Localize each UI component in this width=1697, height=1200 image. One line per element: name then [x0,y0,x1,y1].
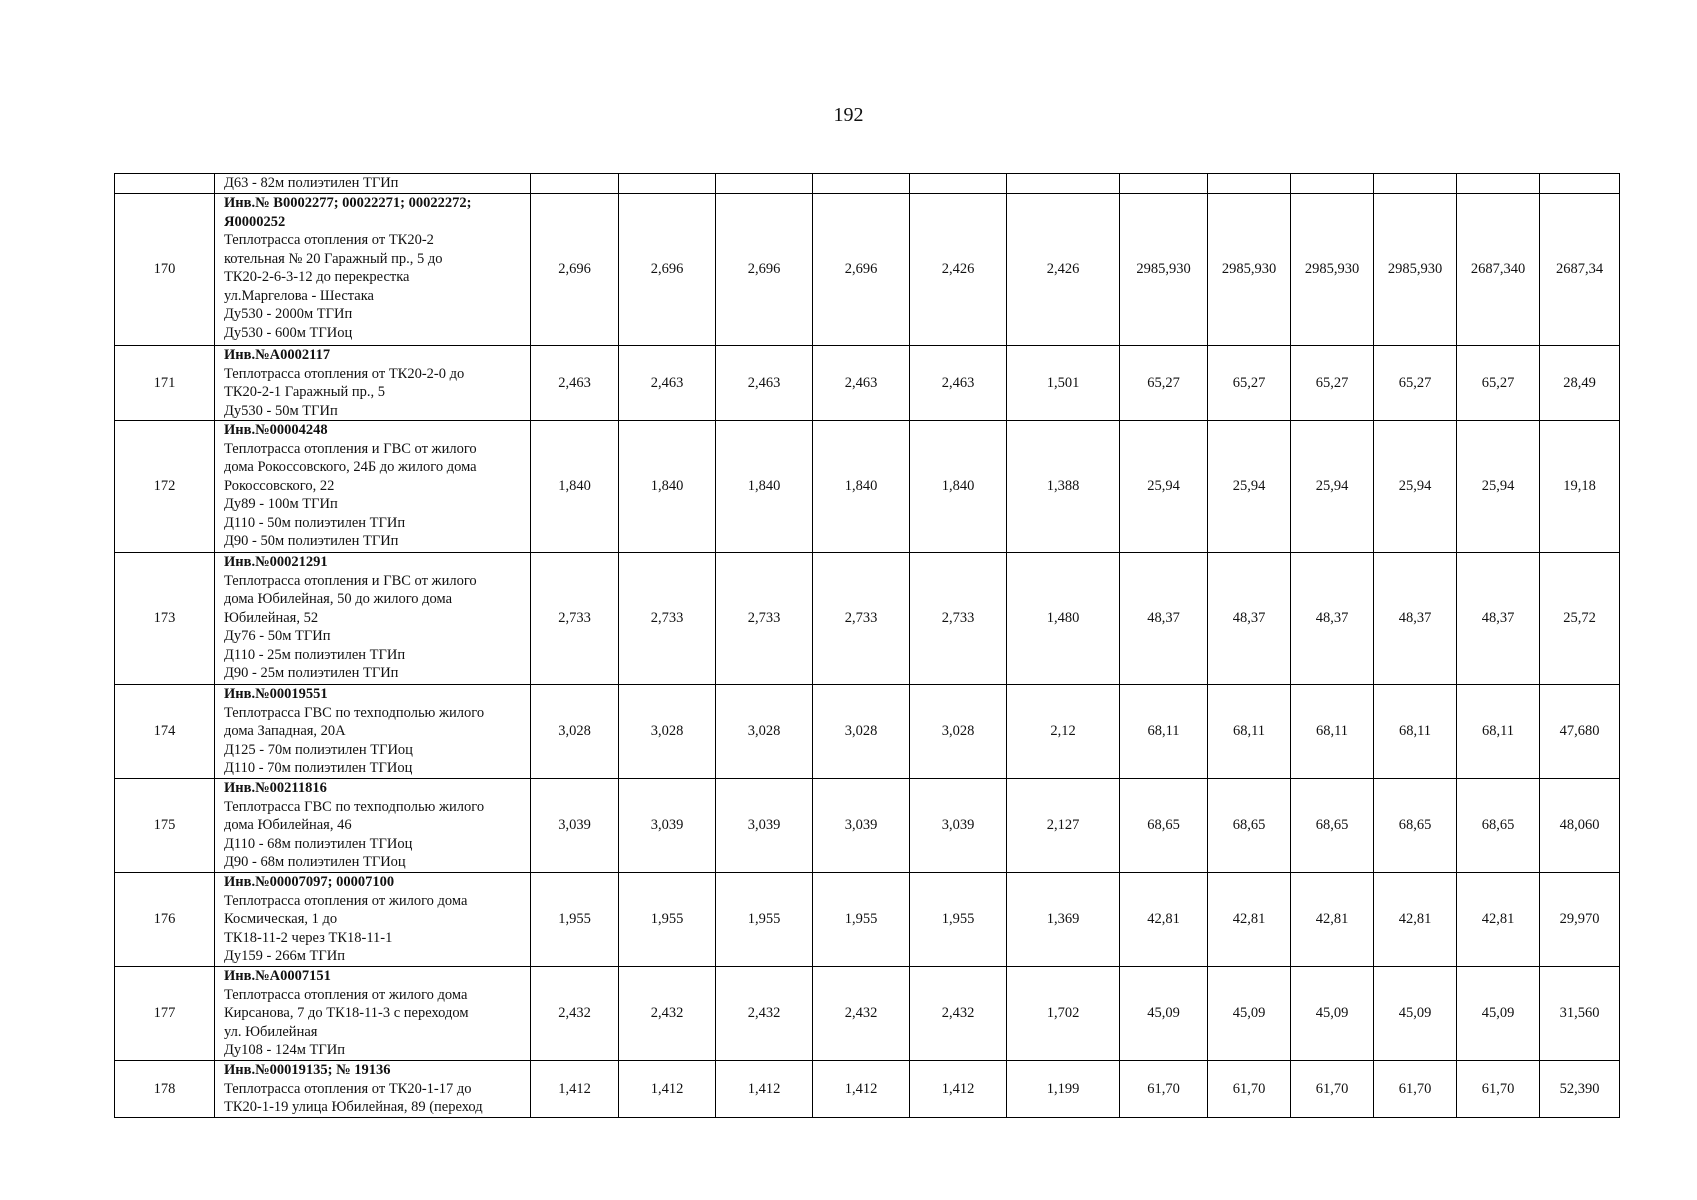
inventory-number: Инв.№А0007151 [224,968,331,984]
table-row [115,873,1620,967]
row-number-cell: 174 [115,685,215,779]
value-cell [1120,174,1208,194]
value-cell: 3,039 [813,779,910,873]
value-cell: 2,426 [910,194,1007,346]
description-line: ул. Юбилейная [224,1023,318,1040]
value-cell: 2,432 [619,967,716,1061]
value-cell: 1,840 [619,421,716,553]
inventory-number: Инв.№ В0002277; 00022271; 00022272; Я0000252 [224,195,472,230]
description-line: Ду159 - 266м ТГИп [224,948,345,964]
value-cell: 3,028 [813,685,910,779]
value-cell: 25,94 [1457,421,1540,553]
description-line: Теплотрасса ГВС по техподполью жилого [224,704,485,721]
value-cell: 2,12 [1007,685,1120,779]
value-cell: 2985,930 [1291,194,1374,346]
value-cell: 19,18 [1540,421,1620,553]
description-line: Теплотрасса отопления от ТК20-2-0 до [224,365,465,382]
description-line: Теплотрасса отопления и ГВС от жилого [224,440,477,457]
description-line: Теплотрасса отопления и ГВС от жилого [224,572,477,589]
value-cell: 3,028 [910,685,1007,779]
value-cell: 2,733 [910,553,1007,685]
table-row [115,967,1620,1061]
value-cell [1208,174,1291,194]
value-cell: 2985,930 [1374,194,1457,346]
value-cell: 65,27 [1208,346,1291,421]
description-cell [215,779,531,873]
value-cell: 3,028 [716,685,813,779]
value-cell: 68,11 [1120,685,1208,779]
value-cell: 68,65 [1208,779,1291,873]
table-row [115,174,1620,194]
value-cell: 25,94 [1208,421,1291,553]
value-cell: 45,09 [1120,967,1208,1061]
value-cell: 42,81 [1208,873,1291,967]
description-line: Д125 - 70м полиэтилен ТГИоц [224,741,413,758]
value-cell: 2,696 [531,194,619,346]
value-cell: 65,27 [1457,346,1540,421]
row-number-cell: 173 [115,553,215,685]
value-cell: 42,81 [1457,873,1540,967]
value-cell: 42,81 [1291,873,1374,967]
value-cell: 61,70 [1208,1061,1291,1118]
value-cell: 2,463 [716,346,813,421]
description-cell [215,553,531,685]
data-table [114,173,1620,1118]
row-number-cell: 177 [115,967,215,1061]
value-cell [1291,174,1374,194]
value-cell: 68,65 [1291,779,1374,873]
value-cell: 1,840 [531,421,619,553]
description-cell [215,1061,531,1118]
value-cell: 2,463 [813,346,910,421]
description-cell [215,873,531,967]
value-cell: 1,840 [716,421,813,553]
description-cell [215,685,531,779]
description-cell [215,421,531,553]
value-cell: 2,432 [910,967,1007,1061]
value-cell: 45,09 [1208,967,1291,1061]
description-line: Теплотрасса отопления от жилого дома [224,892,468,909]
value-cell: 2,432 [716,967,813,1061]
value-cell: 1,412 [813,1061,910,1118]
description-line: Ду89 - 100м ТГИп [224,496,338,512]
value-cell: 61,70 [1120,1061,1208,1118]
value-cell: 68,11 [1457,685,1540,779]
description-line: дома Западная, 20А [224,723,346,739]
value-cell: 3,028 [619,685,716,779]
value-cell [716,174,813,194]
description-line: Д110 - 50м полиэтилен ТГИп [224,514,406,531]
description-line: котельная № 20 Гаражный пр., 5 до [224,250,443,267]
value-cell: 61,70 [1291,1061,1374,1118]
value-cell: 61,70 [1457,1061,1540,1118]
value-cell: 1,955 [531,873,619,967]
value-cell: 45,09 [1291,967,1374,1061]
value-cell: 2,463 [531,346,619,421]
value-cell: 65,27 [1291,346,1374,421]
value-cell: 48,060 [1540,779,1620,873]
inventory-number: Инв.№00021291 [224,554,328,570]
value-cell: 45,09 [1457,967,1540,1061]
value-cell: 1,840 [910,421,1007,553]
value-cell [1457,174,1540,194]
table-row [115,779,1620,873]
value-cell: 48,37 [1291,553,1374,685]
description-line: Юбилейная, 52 [224,609,319,626]
value-cell: 1,412 [910,1061,1007,1118]
table-row [115,421,1620,553]
description-line: Д90 - 50м полиэтилен ТГИп [224,533,399,549]
value-cell: 25,72 [1540,553,1620,685]
value-cell: 25,94 [1291,421,1374,553]
description-line: Д110 - 68м полиэтилен ТГИоц [224,835,413,852]
value-cell: 2,733 [716,553,813,685]
value-cell: 48,37 [1208,553,1291,685]
value-cell: 42,81 [1374,873,1457,967]
value-cell: 61,70 [1374,1061,1457,1118]
description-line: Теплотрасса отопления от ТК20-1-17 до [224,1080,472,1097]
value-cell: 1,955 [813,873,910,967]
description-cell [215,194,531,346]
table-row [115,346,1620,421]
inventory-number: Инв.№А0002117 [224,347,331,363]
value-cell: 2,463 [910,346,1007,421]
description-line: Ду530 - 600м ТГИоц [224,324,353,341]
value-cell: 1,388 [1007,421,1120,553]
value-cell: 1,955 [910,873,1007,967]
value-cell: 3,039 [619,779,716,873]
value-cell: 1,955 [619,873,716,967]
row-number-cell: 178 [115,1061,215,1118]
description-line: Д110 - 25м полиэтилен ТГИп [224,646,406,663]
value-cell: 68,65 [1374,779,1457,873]
inventory-number: Инв.№00004248 [224,422,328,438]
value-cell [531,174,619,194]
value-cell: 28,49 [1540,346,1620,421]
table-body [115,174,1620,1118]
value-cell: 1,501 [1007,346,1120,421]
value-cell: 2,432 [813,967,910,1061]
value-cell: 2,127 [1007,779,1120,873]
value-cell: 65,27 [1374,346,1457,421]
value-cell [1540,174,1620,194]
description-line: дома Рокоссовского, 24Б до жилого дома [224,459,477,475]
value-cell: 1,412 [716,1061,813,1118]
value-cell: 2,733 [619,553,716,685]
description-line: Кирсанова, 7 до ТК18-11-3 с переходом [224,1005,469,1021]
row-number-cell: 170 [115,194,215,346]
value-cell: 1,480 [1007,553,1120,685]
page-number: 192 [833,104,864,126]
value-cell: 3,039 [910,779,1007,873]
description-line: Ду76 - 50м ТГИп [224,628,331,644]
description-line: Д90 - 25м полиэтилен ТГИп [224,665,399,681]
value-cell: 2,733 [531,553,619,685]
row-number-cell: 176 [115,873,215,967]
value-cell [619,174,716,194]
inventory-number: Инв.№00019551 [224,686,328,702]
description-line: ТК20-2-1 Гаражный пр., 5 [224,384,385,400]
description-line: Теплотрасса ГВС по техподполью жилого [224,798,485,815]
value-cell: 2,696 [716,194,813,346]
value-cell: 3,028 [531,685,619,779]
value-cell: 42,81 [1120,873,1208,967]
value-cell: 3,039 [716,779,813,873]
table-row [115,685,1620,779]
description-cell [215,967,531,1061]
value-cell: 1,412 [531,1061,619,1118]
value-cell: 48,37 [1457,553,1540,685]
value-cell: 1,840 [813,421,910,553]
description-line: Ду108 - 124м ТГИп [224,1042,345,1058]
value-cell [1007,174,1120,194]
value-cell: 2,733 [813,553,910,685]
description-line: ул.Маргелова - Шестака [224,287,374,304]
description-line: Д90 - 68м полиэтилен ТГИоц [224,854,406,870]
value-cell: 1,412 [619,1061,716,1118]
value-cell: 2,696 [813,194,910,346]
description-line: дома Юбилейная, 50 до жилого дома [224,591,453,607]
description-line: ТК20-1-19 улица Юбилейная, 89 (переход [224,1099,483,1115]
table-row [115,1061,1620,1118]
inventory-number: Инв.№00019135; № 19136 [224,1062,391,1078]
description-line: Космическая, 1 до [224,911,338,927]
value-cell: 3,039 [531,779,619,873]
value-cell: 1,369 [1007,873,1120,967]
value-cell [910,174,1007,194]
value-cell: 45,09 [1374,967,1457,1061]
value-cell: 68,65 [1457,779,1540,873]
value-cell: 2985,930 [1120,194,1208,346]
row-number-cell: 172 [115,421,215,553]
description-line: Теплотрасса отопления от ТК20-2 [224,232,434,248]
description-line: Теплотрасса отопления от жилого дома [224,986,468,1003]
value-cell: 2687,34 [1540,194,1620,346]
value-cell: 2,426 [1007,194,1120,346]
row-number-cell: 171 [115,346,215,421]
inventory-number: Инв.№00007097; 00007100 [224,874,395,890]
value-cell: 29,970 [1540,873,1620,967]
value-cell: 1,955 [716,873,813,967]
value-cell: 1,199 [1007,1061,1120,1118]
value-cell: 48,37 [1374,553,1457,685]
value-cell: 68,11 [1291,685,1374,779]
value-cell: 2,432 [531,967,619,1061]
description-line: Рокоссовского, 22 [224,477,335,494]
row-number-cell [115,174,215,194]
value-cell: 2,696 [619,194,716,346]
value-cell: 2985,930 [1208,194,1291,346]
description-line: Ду530 - 2000м ТГИп [224,306,353,322]
value-cell: 47,680 [1540,685,1620,779]
value-cell: 68,11 [1374,685,1457,779]
value-cell: 31,560 [1540,967,1620,1061]
description-line: ТК20-2-6-3-12 до перекрестка [224,269,410,285]
description-line: ТК18-11-2 через ТК18-11-1 [224,929,393,946]
description-line: Д110 - 70м полиэтилен ТГИоц [224,760,413,776]
description-cell [215,346,531,421]
row-number-cell: 175 [115,779,215,873]
value-cell: 48,37 [1120,553,1208,685]
table-row [115,194,1620,346]
value-cell: 2687,340 [1457,194,1540,346]
value-cell [1374,174,1457,194]
description-cell: Д63 - 82м полиэтилен ТГИп [215,174,531,194]
value-cell: 68,65 [1120,779,1208,873]
value-cell: 25,94 [1120,421,1208,553]
table-row [115,553,1620,685]
value-cell: 68,11 [1208,685,1291,779]
value-cell: 2,463 [619,346,716,421]
value-cell: 65,27 [1120,346,1208,421]
description-line: Ду530 - 50м ТГИп [224,402,338,419]
description-line: дома Юбилейная, 46 [224,817,352,833]
value-cell: 52,390 [1540,1061,1620,1118]
value-cell [813,174,910,194]
inventory-number: Инв.№00211816 [224,780,327,796]
value-cell: 25,94 [1374,421,1457,553]
value-cell: 1,702 [1007,967,1120,1061]
